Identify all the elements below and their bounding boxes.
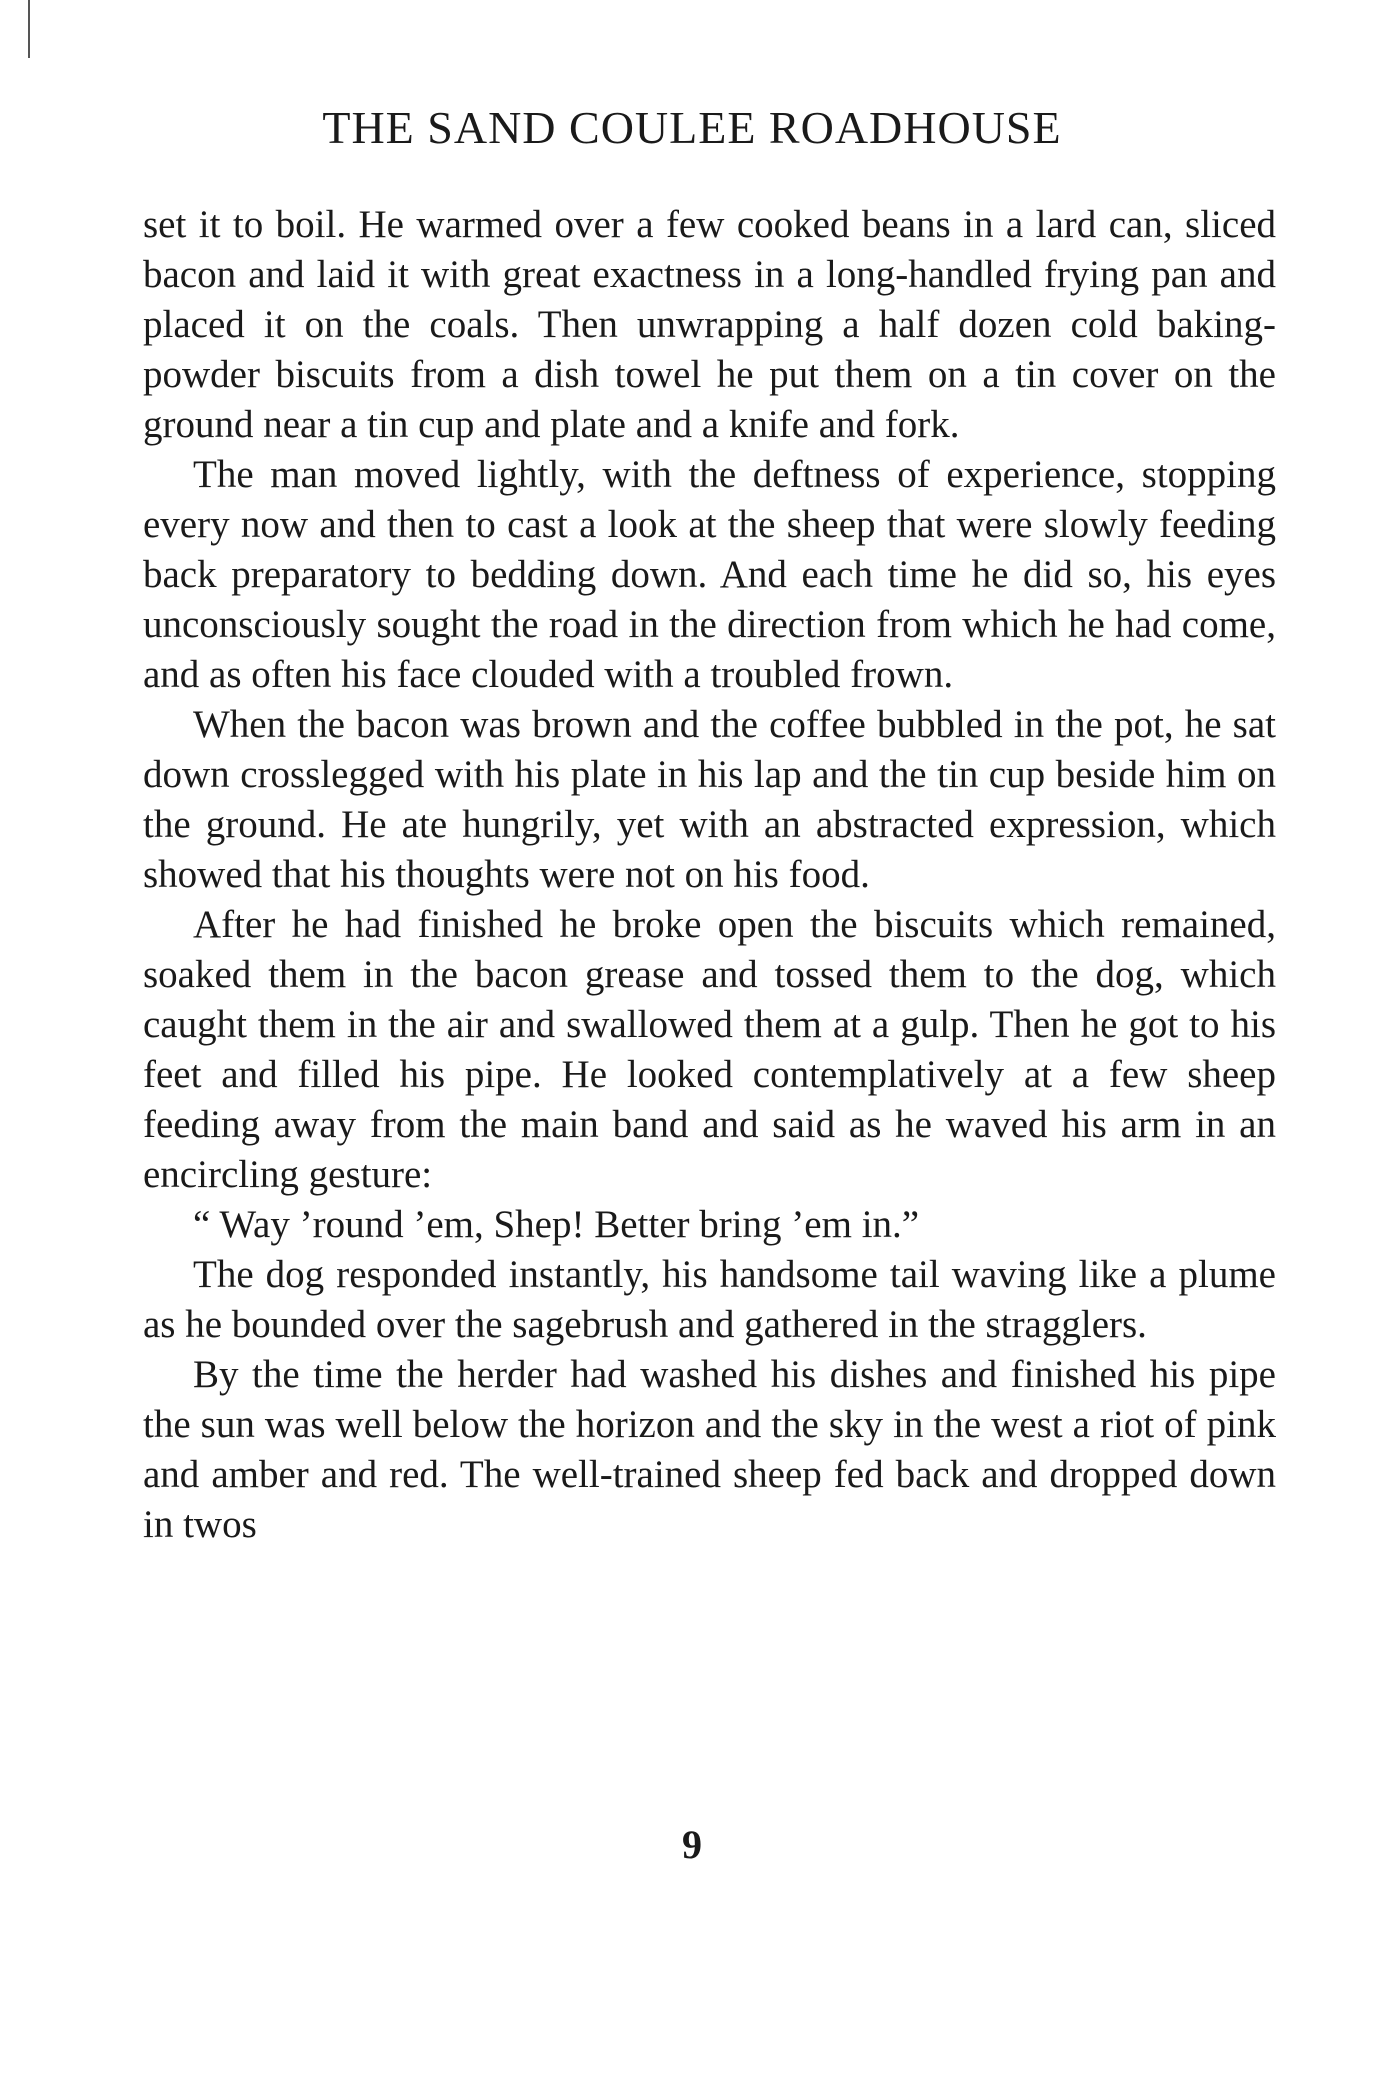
dialogue-line: “ Way ’round ’em, Shep! Better bring ’em in.” [193,1203,920,1246]
paragraph-3: When the bacon was brown and the coffee bubbled in the pot, he sat down crosslegged with his plate in his lap and the tin cup beside him on the ground. He ate hungrily, yet with an abstracted expression, which showed that his thoughts were not on his food. [143,703,1276,896]
body-text [143,200,1276,1550]
paragraph-6: The dog responded instantly, his handsome tail waving like a plume as he bounded over the sagebrush and gathered in the stragglers. [143,1253,1276,1346]
running-header: THE SAND COULEE ROADHOUSE [322,102,1062,153]
paragraph-2: The man moved lightly, with the deftness of experience, stopping every now and then to cast a look at the sheep that were slowly feeding back preparatory to bedding down. And each time he did so, his eyes unconsciously sought the road in the direction from which he had come, and as often his face clouded with a troubled frown. [143,453,1276,696]
paragraph-7: By the time the herder had washed his dishes and finished his pipe the sun was well below the horizon and the sky in the west a riot of pink and amber and red. The well-trained sheep fed back and dropped down in twos [143,1353,1276,1546]
page-number: 9 [682,1822,702,1867]
page-edge-mark [28,0,30,58]
paragraph-4: After he had finished he broke open the biscuits which remained, soaked them in the bacon grease and tossed them to the dog, which caught them in the air and swallowed them at a gulp. Then he got to his feet and filled his pipe. He looked contemplatively at a few sheep feeding away from the main band and said as he waved his arm in an encircling gesture: [143,903,1276,1196]
paragraph-1: set it to boil. He warmed over a few cooked beans in a lard can, sliced bacon and laid it with great exactness in a long-handled frying pan and placed it on the coals. Then unwrapping a half dozen cold baking-powder biscuits from a dish towel he put them on a tin cover on the ground near a tin cup and plate and a knife and fork. [143,203,1276,446]
